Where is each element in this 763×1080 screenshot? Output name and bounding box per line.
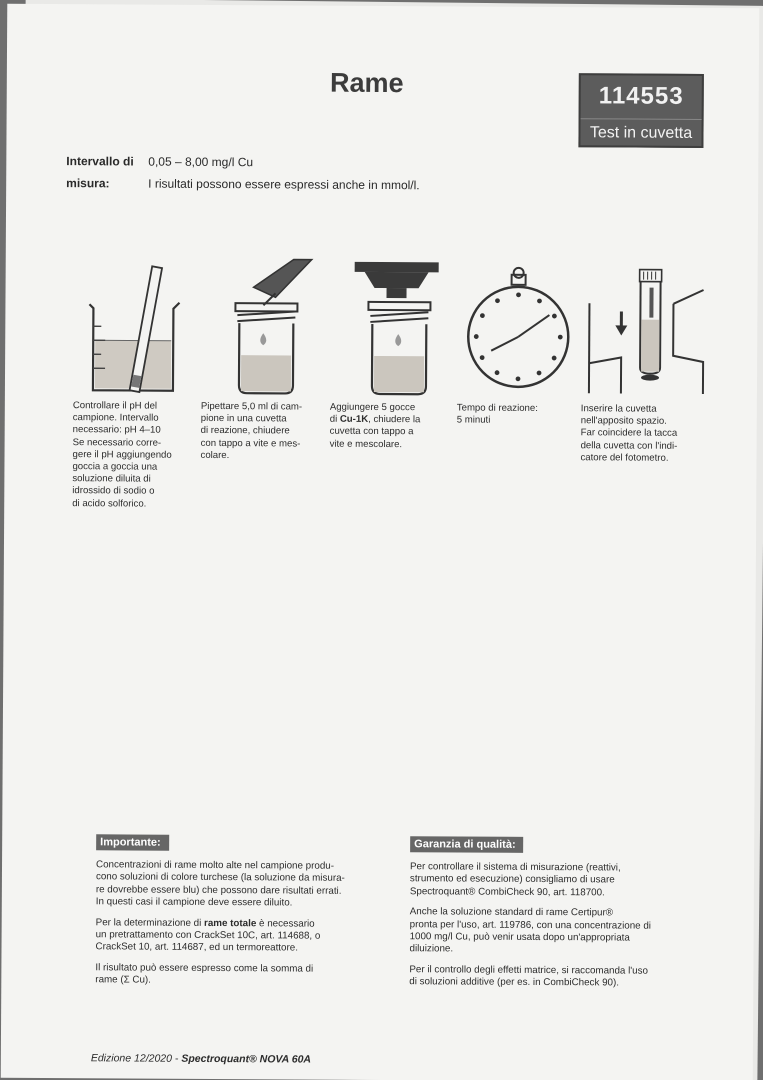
product-name: Spectroquant® NOVA 60A [181,1052,312,1066]
quality-paragraph-1: Per controllare il sistema di misurazione (reattivi, strumento ed esecuzione) consigliamo di usare Spectroquant® CombiCheck 90, art. 118700. [409,861,621,899]
quality-paragraph-2: Anche la soluzione standard di rame Certipur® pronta per l'uso, art. 119786, con una concentrazione di 1000 mg/l Cu, può venir usata dopo un'appropriata diluizione. [409,906,652,955]
article-badge [578,73,703,148]
quality-paragraph-3: Per il controllo degli effetti matrice, si raccomanda l'uso di soluzioni additive (per es. in CombiCheck 90). [409,964,648,989]
step-3-text: Aggiungere 5 gocce di Cu-1K, chiudere la cuvetta con tappo a vite e mescolare. [329,401,421,450]
pipette-into-cuvette-icon [201,257,327,398]
edition-label: Edizione 12/2020 [90,1052,173,1065]
step-5-text: Inserire la cuvetta nell'apposito spazio. Far coincidere la tacca della cuvetta con l'indi- catore del fotometro. [580,403,678,464]
important-heading: Importante: [96,834,169,850]
article-number: 114553 [598,82,684,110]
reagent-bottle-drops-icon [330,258,456,399]
beaker-with-ph-strip-icon [73,256,199,397]
step-4-text: Tempo di reazione: 5 minuti [456,402,538,426]
step-1 [72,256,204,511]
instruction-page [1,4,760,1080]
cuvette-into-photometer-icon [581,259,712,400]
step-4 [457,258,588,427]
important-section [95,832,406,997]
important-paragraph-2: Per la determinazione di rame totale è necessario un pretrattamento con CrackSet 10C, art. 114688, o CrackSet 10, art. 114687, ed un termoreattore. [95,916,321,954]
range-label: Intervallo di [66,154,134,169]
important-paragraph-3: Il risultato può essere espresso come la somma di rame (Σ Cu). [95,962,314,986]
page-title: Rame [329,67,404,99]
range-note: I risultati possono essere espressi anche in mmol/l. [148,176,420,193]
step-1-text: Controllare il pH del campione. Intervallo necessario: pH 4–10 Se necessario corre- gere il pH aggiungendo goccia a goccia una soluzione diluita di idrossido di sodio o di acido solforico. [72,400,172,510]
important-paragraph-1: Concentrazioni di rame molto alte nel campione produ- cono soluzioni di colore turchese (la soluzione da misura- re dovrebbe essere blu) che possono dare risultati errati. In questi casi il campione deve essere diluito. [95,859,345,909]
quality-heading: Garanzia di qualità: [410,836,524,853]
range-value: 0,05 – 8,00 mg/l Cu [148,154,254,170]
stopwatch-icon [457,258,583,399]
step-3 [330,258,461,452]
range-label-2: misura: [66,176,110,191]
step-2 [200,257,331,463]
quality-section [409,834,730,999]
test-type: Test in cuvetta [580,118,701,143]
step-5 [580,259,711,465]
page-footer: Edizione 12/2020 - Spectroquant® NOVA 60A [90,1052,312,1066]
step-2-text: Pipettare 5,0 ml di cam- pione in una cuvetta di reazione, chiudere con tappo a vite e mes- colare. [200,400,303,461]
